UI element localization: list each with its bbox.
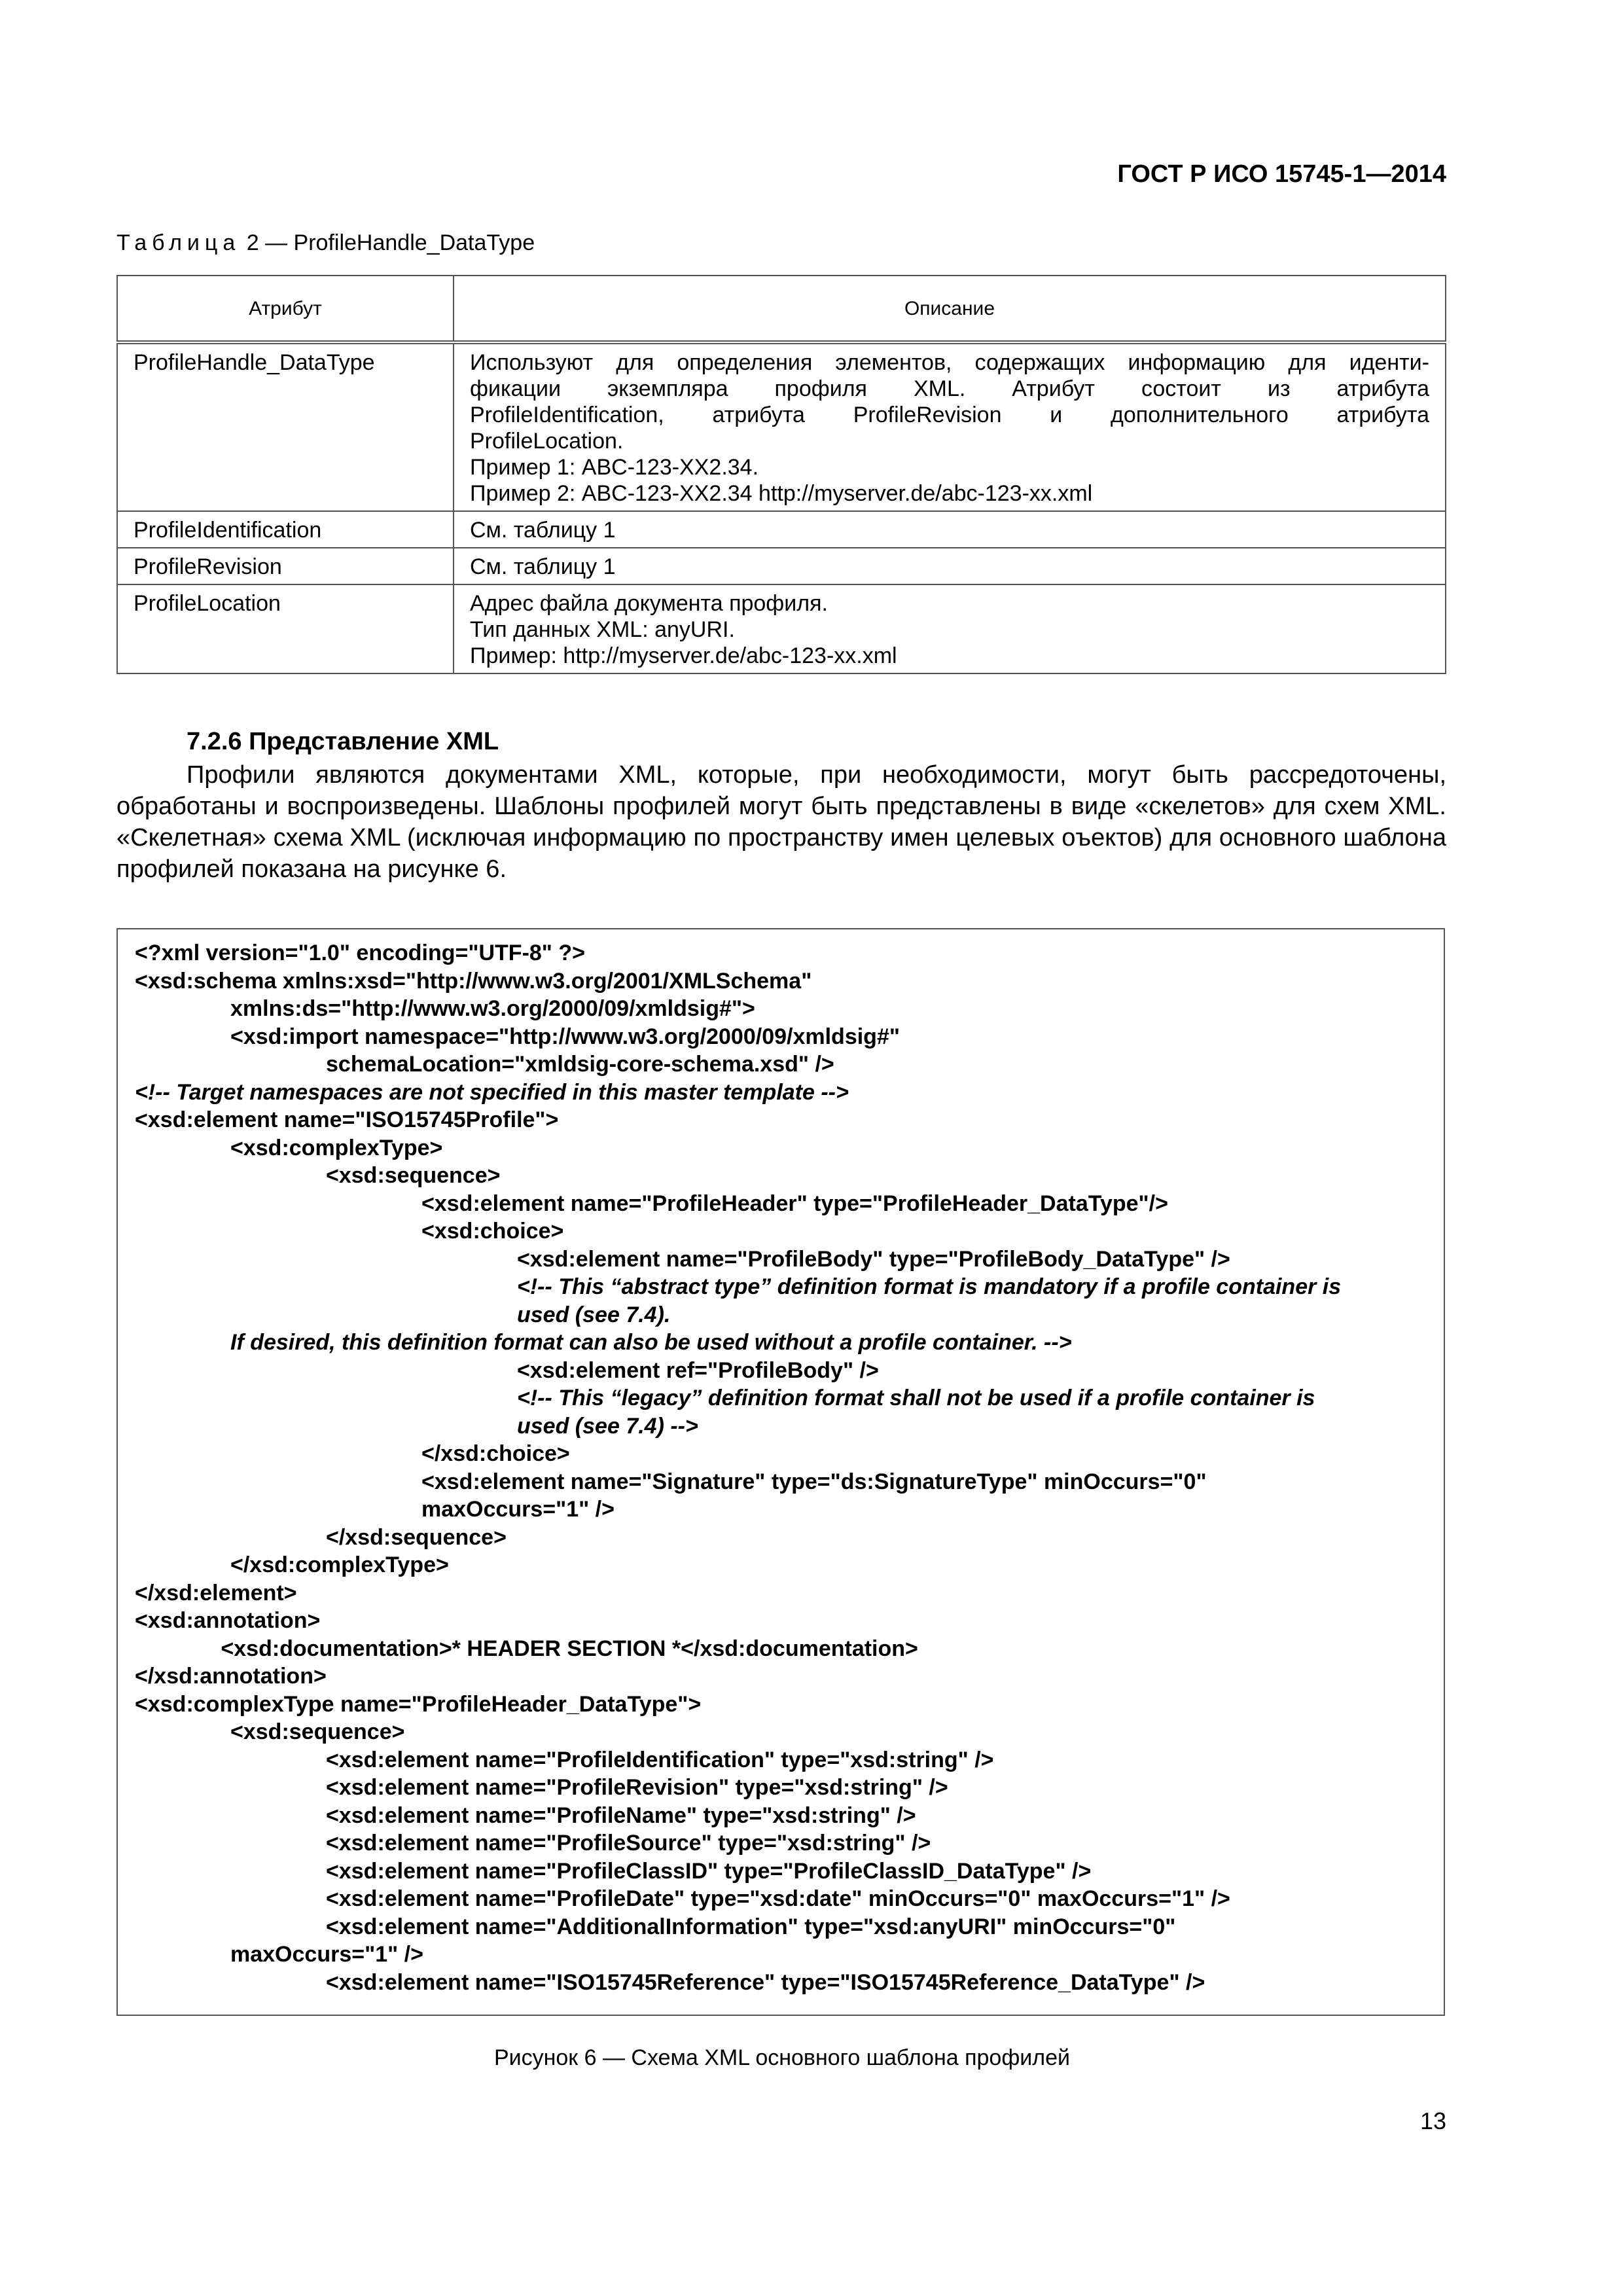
code-line: <xsd:element ref="ProfileBody" />	[517, 1357, 879, 1383]
code-line: </xsd:complexType>	[230, 1552, 449, 1577]
attribute-cell: ProfileLocation	[117, 584, 454, 673]
code-line: <xsd:complexType>	[230, 1135, 443, 1160]
code-line: <xsd:element name="ProfileClassID" type="ProfileClassID_DataType" />	[326, 1858, 1092, 1884]
description-line: Пример: http://myserver.de/abc-123-xx.xml	[470, 643, 897, 668]
description-line: ProfileIdentification, атрибута ProfileRevision и дополнительного атрибута	[470, 403, 1429, 427]
table-row	[117, 548, 1446, 584]
figure-caption: Рисунок 6 — Схема XML основного шаблона профилей	[493, 2045, 1071, 2070]
description-cell	[454, 342, 1446, 511]
code-line: <xsd:element name="ISO15745Profile">	[135, 1107, 559, 1132]
section-heading: 7.2.6 Представление XML	[187, 728, 499, 755]
attribute-cell: ProfileIdentification	[117, 511, 454, 548]
code-comment-line: <!-- This “legacy” definition format shall not be used if a profile container is	[517, 1386, 1315, 1410]
table-caption-title: 2 — ProfileHandle_DataType	[240, 230, 535, 255]
column-header-description: Описание	[454, 276, 1446, 342]
code-comment-line: used (see 7.4) -->	[517, 1413, 698, 1439]
description-cell	[454, 548, 1446, 584]
table-header-row	[117, 276, 1446, 342]
code-line: <xsd:element name="ProfileBody" type="ProfileBody_DataType" />	[517, 1246, 1230, 1272]
code-line: <xsd:element name="ISO15745Reference" type="ISO15745Reference_DataType" />	[326, 1969, 1205, 1995]
code-line: <xsd:schema xmlns:xsd="http://www.w3.org/2001/XMLSchema"	[135, 968, 812, 994]
code-line: <xsd:element name="ProfileSource" type="xsd:string" />	[326, 1831, 931, 1856]
code-line: xmlns:ds="http://www.w3.org/2000/09/xmldsig#">	[230, 996, 755, 1021]
code-line: <xsd:element name="AdditionalInformation" type="xsd:anyURI" minOccurs="0"	[326, 1914, 1176, 1939]
description-line: фикации экземпляра профиля XML. Атрибут состоит из атрибута	[470, 376, 1429, 401]
code-line: <xsd:element name="ProfileDate" type="xsd:date" minOccurs="0" maxOccurs="1" />	[326, 1886, 1230, 1911]
code-line: <xsd:element name="Signature" type="ds:SignatureType" minOccurs="0"	[421, 1469, 1207, 1494]
attribute-table	[116, 275, 1446, 674]
table-row	[117, 584, 1446, 673]
code-line: maxOccurs="1" />	[421, 1497, 615, 1522]
description-line: Пример 1: ABC-123-XX2.34.	[470, 455, 759, 480]
attribute-cell: ProfileHandle_DataType	[117, 342, 454, 511]
description-line: Адрес файла документа профиля.	[470, 591, 828, 616]
description-line: См. таблицу 1	[470, 554, 616, 579]
table-row	[117, 511, 1446, 548]
code-line: <xsd:choice>	[421, 1219, 564, 1244]
table-caption	[116, 230, 535, 256]
code-line: <xsd:complexType name="ProfileHeader_DataType">	[135, 1691, 702, 1717]
code-line: <xsd:element name="ProfileRevision" type="xsd:string" />	[326, 1775, 948, 1800]
code-line: maxOccurs="1" />	[230, 1942, 423, 1967]
code-line: <xsd:sequence>	[230, 1719, 405, 1744]
attribute-cell: ProfileRevision	[117, 548, 454, 584]
document-standard-header: ГОСТ Р ИСО 15745-1—2014	[1117, 160, 1446, 188]
description-line: Используют для определения элементов, содержащих информацию для иденти-	[470, 350, 1429, 375]
table-row	[117, 342, 1446, 511]
description-cell	[454, 584, 1446, 673]
code-line: </xsd:element>	[135, 1580, 297, 1605]
description-line: Тип данных XML: anyURI.	[470, 617, 735, 642]
code-line: <xsd:element name="ProfileIdentification" type="xsd:string" />	[326, 1747, 994, 1772]
code-line: </xsd:annotation>	[135, 1664, 327, 1689]
xml-schema-listing	[116, 928, 1445, 2016]
description-cell	[454, 511, 1446, 548]
code-line: <xsd:element name="ProfileHeader" type="ProfileHeader_DataType"/>	[421, 1191, 1168, 1216]
code-comment-line: used (see 7.4).	[517, 1302, 671, 1327]
code-line: <xsd:sequence>	[326, 1163, 501, 1188]
code-line: </xsd:sequence>	[326, 1524, 507, 1550]
code-comment-line: If desired, this definition format can also be used without a profile container. -->	[230, 1330, 1072, 1355]
code-line: <xsd:annotation>	[135, 1608, 321, 1633]
description-line: См. таблицу 1	[470, 518, 616, 543]
code-comment-line: <!-- Target namespaces are not specified in this master template -->	[135, 1079, 849, 1105]
code-line: <xsd:import namespace="http://www.w3.org/2000/09/xmldsig#"	[230, 1024, 900, 1049]
description-line: Пример 2: ABC-123-XX2.34 http://myserver.de/abc-123-xx.xml	[470, 481, 1093, 506]
code-line: <?xml version="1.0" encoding="UTF-8" ?>	[135, 941, 586, 965]
column-header-attribute: Атрибут	[117, 276, 454, 342]
code-comment-line: <!-- This “abstract type” definition format is mandatory if a profile container is	[517, 1274, 1342, 1299]
table-caption-prefix: Таблица	[116, 230, 241, 255]
code-line: <xsd:element name="ProfileName" type="xsd:string" />	[326, 1803, 916, 1828]
description-line: ProfileLocation.	[470, 429, 624, 454]
code-line: <xsd:documentation>* HEADER SECTION *</xsd:documentation>	[221, 1636, 918, 1661]
code-line: schemaLocation="xmldsig-core-schema.xsd" />	[326, 1052, 834, 1077]
page-number: 13	[1419, 2108, 1446, 2134]
table-body	[117, 342, 1446, 673]
code-line: </xsd:choice>	[421, 1441, 570, 1466]
section-paragraph: Профили являются документами XML, которые, при необходимости, могут быть рассредоточены, обработаны и воспроизведены. Шаблоны профилей могут быть представлены в виде «скелетов» для схем XML. «Скелетная» схема XML (исключая информацию по пространству имен целевых оъектов) для основного шаблона профилей показана на рисунке 6.	[116, 761, 1446, 883]
